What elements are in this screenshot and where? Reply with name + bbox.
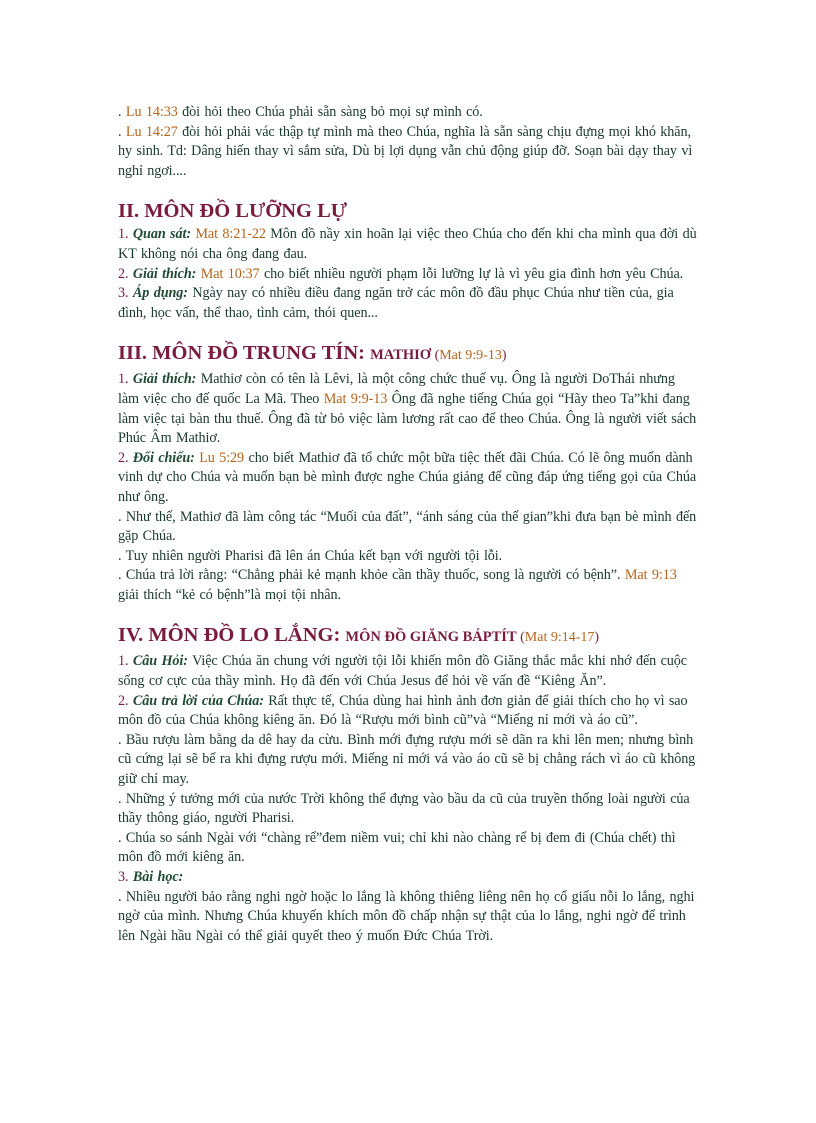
heading-text: III. MÔN ĐỒ TRUNG TÍN:: [118, 342, 371, 365]
paren: ): [501, 348, 507, 364]
list-item: [118, 449, 698, 508]
intro-text: đòi hỏi theo Chúa phải sẵn sàng bỏ mọi sự mình có.: [177, 104, 483, 120]
item-number: 3.: [118, 869, 133, 885]
section-heading-4: [118, 623, 698, 650]
scripture-ref: Mat 8:21-22: [195, 226, 266, 243]
item-number: 1.: [118, 371, 133, 388]
heading-text: IV. MÔN ĐỒ LO LẮNG:: [118, 624, 346, 647]
section-heading-2: [118, 199, 698, 223]
item-text: Ngày nay có nhiều điều đang ngăn trở các môn đồ đầu phục Chúa như tiền của, gia đình, học vấn, thể thao, tình cảm, thói quen...: [118, 285, 674, 321]
item-label: Giải thích:: [132, 371, 197, 388]
item-number: 1.: [118, 653, 133, 670]
item-text: Rất thực tế, Chúa dùng hai hình ảnh đơn giản để giải thích cho họ vì sao môn đồ của Chúa không kiêng ăn. Đó là “Rượu mới bình cũ”và “Miếng nỉ mới và áo cũ”.: [118, 692, 688, 729]
heading-text: II. MÔN ĐỒ LƯỠNG LỰ: [118, 200, 348, 223]
document-page: [118, 103, 698, 946]
intro-line-2: . Lu 14:27 đòi hỏi phải vác thập tự mình mà theo Chúa, nghĩa là sẵn sàng chịu đựng mọi khó khăn, hy sinh. Td: Dâng hiến thay vì sắm sửa, Dù bị lợi dụng vẫn chủ động giúp đỡ. Soạn bài dạy thay vì nghỉ ngơi....: [118, 123, 693, 179]
bullet-paragraph: . Như thế, Mathiơ đã làm công tác “Muối của đất”, “ánh sáng của thế gian”khi đưa bạn bè mình đến gặp Chúa.: [118, 508, 697, 545]
heading-subtitle: MATHIƠ: [370, 347, 432, 364]
item-text: Việc Chúa ăn chung với người tội lỗi khiến môn đồ Giăng thắc mắc khi nhớ đến cuộc sống cơ cực của thầy mình. Họ đã đến với Chúa Jesus để hỏi về vấn đề “Kiêng Ăn”.: [118, 653, 687, 690]
bullet-paragraph: . Tuy nhiên người Pharisi đã lên án Chúa kết bạn với người tội lỗi.: [118, 547, 503, 564]
item-text: cho biết nhiều người phạm lỗi lưỡng lự là vì yêu gia đình hơn yêu Chúa.: [259, 265, 684, 282]
bullet-paragraph: . Nhiều người bảo rằng nghi ngờ hoặc lo lắng là không thiêng liêng nên họ cố giấu nỗi lo lắng, nghi ngờ của mình. Nhưng Chúa khuyến khích môn đồ chấp nhận sự thật của lo lắng, nghi ngờ để trình lên Ngài hầu Ngài có thể giải quyết theo ý muốn Đức Chúa Trời.: [118, 888, 695, 944]
list-item: [118, 868, 698, 888]
list-item: [118, 652, 698, 691]
paren: (: [431, 348, 440, 364]
item-number: 2.: [118, 265, 133, 282]
list-item: [118, 225, 698, 264]
item-text: Môn đồ nầy xin hoãn lại việc theo Chúa cho đến khi cha mình qua đời dù KT không nói cha ông đang đau.: [118, 226, 697, 262]
item-text: giải thích “kẻ có bệnh”là mọi tội nhân.: [118, 586, 341, 603]
list-item: [118, 284, 698, 323]
heading-subtitle: MÔN ĐỒ GIĂNG BÁPTÍT: [345, 629, 517, 646]
scripture-ref: Mat 9:14-17: [524, 630, 595, 646]
item-label: Câu trả lời của Chúa:: [132, 692, 264, 709]
scripture-ref: Mat 9:9-13: [439, 348, 502, 364]
item-text: Mathiơ còn có tên là Lêvi, là một công chức thuế vụ. Ông là người DoThái nhưng làm việc cho đế quốc La Mã. Theo: [118, 371, 675, 407]
item-number: 2.: [118, 449, 133, 466]
section-heading-3: [118, 341, 698, 368]
bullet-paragraph: . Những ý tưởng mới của nước Trời không thể đựng vào bầu da cũ của truyền thống loài người của thầy thông giáo, người Pharisi.: [118, 790, 690, 827]
scripture-ref: Lu 14:27: [125, 123, 178, 140]
item-text: . Chúa trả lời rằng: “Chẳng phải kẻ mạnh khỏe cần thầy thuốc, song là người có bệnh”.: [118, 567, 625, 584]
list-item: [118, 265, 698, 285]
paren: ): [594, 630, 600, 646]
bullet-paragraph: . Bầu rượu làm bằng da dê hay da cừu. Bình mới đựng rượu mới sẽ dãn ra khi lên men; nhưng bình cũ cứng lại sẽ bể ra khi đựng rượu mới. Miếng nỉ mới vá vào áo cũ sẽ bị chằng rách vì áo cũ không giữ chỉ may.: [118, 731, 696, 788]
scripture-ref: Mat 9:13: [624, 567, 677, 584]
item-label: Giải thích:: [132, 265, 197, 282]
item-text: Ông đã nghe tiếng Chúa gọi “Hãy theo Ta”khi đang làm việc tại bàn thu thuế. Ông đã từ bỏ việc làm lương rất cao để theo Chúa. Ông là người viết sách Phúc Âm Mathiơ.: [118, 390, 697, 447]
item-number: 3.: [118, 285, 133, 302]
item-text: cho biết Mathiơ đã tổ chức một bữa tiệc thết đãi Chúa. Có lẽ ông muốn dành vinh dự cho Chúa và muốn bạn bè mình được nghe Chúa giảng để cũng đáp ứng tiếng gọi của Chúa như ông.: [118, 449, 697, 505]
intro-text: đòi hỏi phải vác thập tự mình mà theo Chúa, nghĩa là sẵn sàng chịu đựng mọi khó khăn, hy sinh. Td: Dâng hiến thay vì sắm sửa, Dù bị lợi dụng vẫn chủ động giúp đỡ. Soạn bài dạy thay vì nghỉ ngơi....: [118, 123, 693, 179]
intro-line-1: . Lu 14:33 đòi hỏi theo Chúa phải sẵn sàng bỏ mọi sự mình có.: [118, 104, 483, 120]
scripture-ref: Lu 5:29: [194, 449, 245, 466]
list-item: [118, 692, 698, 731]
item-label: Câu Hỏi:: [132, 653, 188, 670]
item-label: Đối chiếu:: [132, 449, 195, 466]
scripture-ref: Lu 14:33: [125, 104, 178, 120]
item-label: Áp dụng:: [132, 285, 188, 302]
scripture-ref: Mat 9:9-13: [323, 390, 388, 407]
scripture-ref: Mat 10:37: [200, 265, 260, 282]
bullet-paragraph: . Chúa so sánh Ngài với “chàng rể”đem niềm vui; chỉ khi nào chàng rể bị đem đi (Chúa chết) thì môn đồ mới kiêng ăn.: [118, 829, 676, 866]
list-item: [118, 370, 698, 448]
item-label: Quan sát:: [132, 226, 191, 243]
item-number: 2.: [118, 692, 133, 709]
item-label: Bài học:: [132, 869, 184, 885]
item-number: 1.: [118, 226, 133, 243]
bullet-paragraph: [118, 566, 698, 605]
paren: (: [516, 630, 525, 646]
